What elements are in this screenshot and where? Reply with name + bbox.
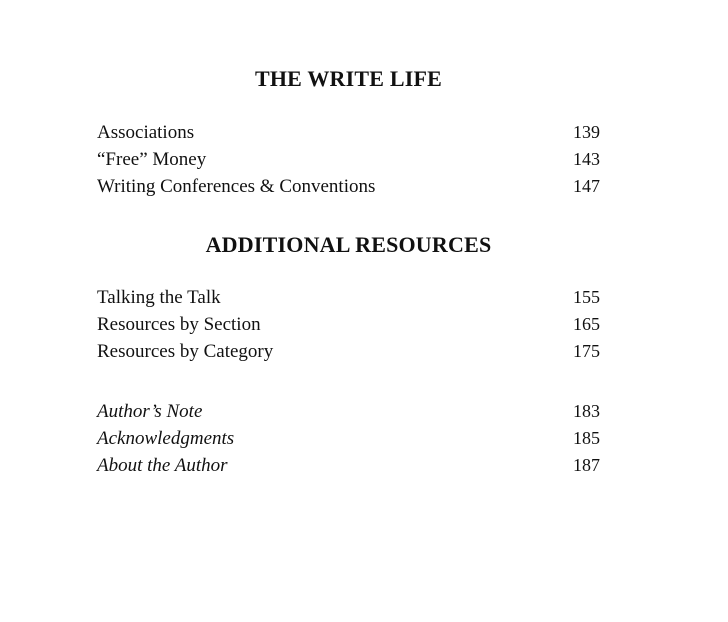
toc-entry <box>97 173 600 200</box>
toc-entry-title: Resources by Category <box>97 341 274 362</box>
toc-group-additional-resources <box>97 284 600 365</box>
section-heading-write-life: THE WRITE LIFE <box>254 66 442 91</box>
toc-entry <box>97 338 600 365</box>
toc-entry-title: Acknowledgments <box>97 428 235 449</box>
toc-entry <box>97 146 600 173</box>
toc-entry-page: 155 <box>573 287 600 307</box>
toc-entry-page: 143 <box>573 149 600 169</box>
toc-entry-title: Resources by Section <box>97 314 261 335</box>
toc-entry-page: 175 <box>573 341 600 361</box>
toc-entry <box>97 425 600 452</box>
toc-entry <box>97 119 600 146</box>
toc-entry <box>97 284 600 311</box>
toc-group-write-life <box>97 119 600 200</box>
toc-entry-page: 147 <box>573 176 600 196</box>
toc-entry-title: Talking the Talk <box>97 287 221 308</box>
toc-entry-title: Associations <box>97 122 195 143</box>
toc-entry <box>97 452 600 479</box>
toc-entry-page: 183 <box>573 401 600 421</box>
toc-entry-title: “Free” Money <box>97 149 207 170</box>
toc-entry-page: 165 <box>573 314 600 334</box>
toc-entry-title: Writing Conferences & Conventions <box>97 176 376 197</box>
toc-entry-page: 187 <box>573 455 600 475</box>
toc-entry-title: About the Author <box>97 455 228 476</box>
toc-entry <box>97 311 600 338</box>
toc-entry-page: 185 <box>573 428 600 448</box>
toc-entry-title: Author’s Note <box>97 401 203 422</box>
section-heading-additional-resources: ADDITIONAL RESOURCES <box>205 232 492 257</box>
toc-group-back-matter <box>97 398 600 479</box>
toc-entry-page: 139 <box>573 122 600 142</box>
toc-entry <box>97 398 600 425</box>
